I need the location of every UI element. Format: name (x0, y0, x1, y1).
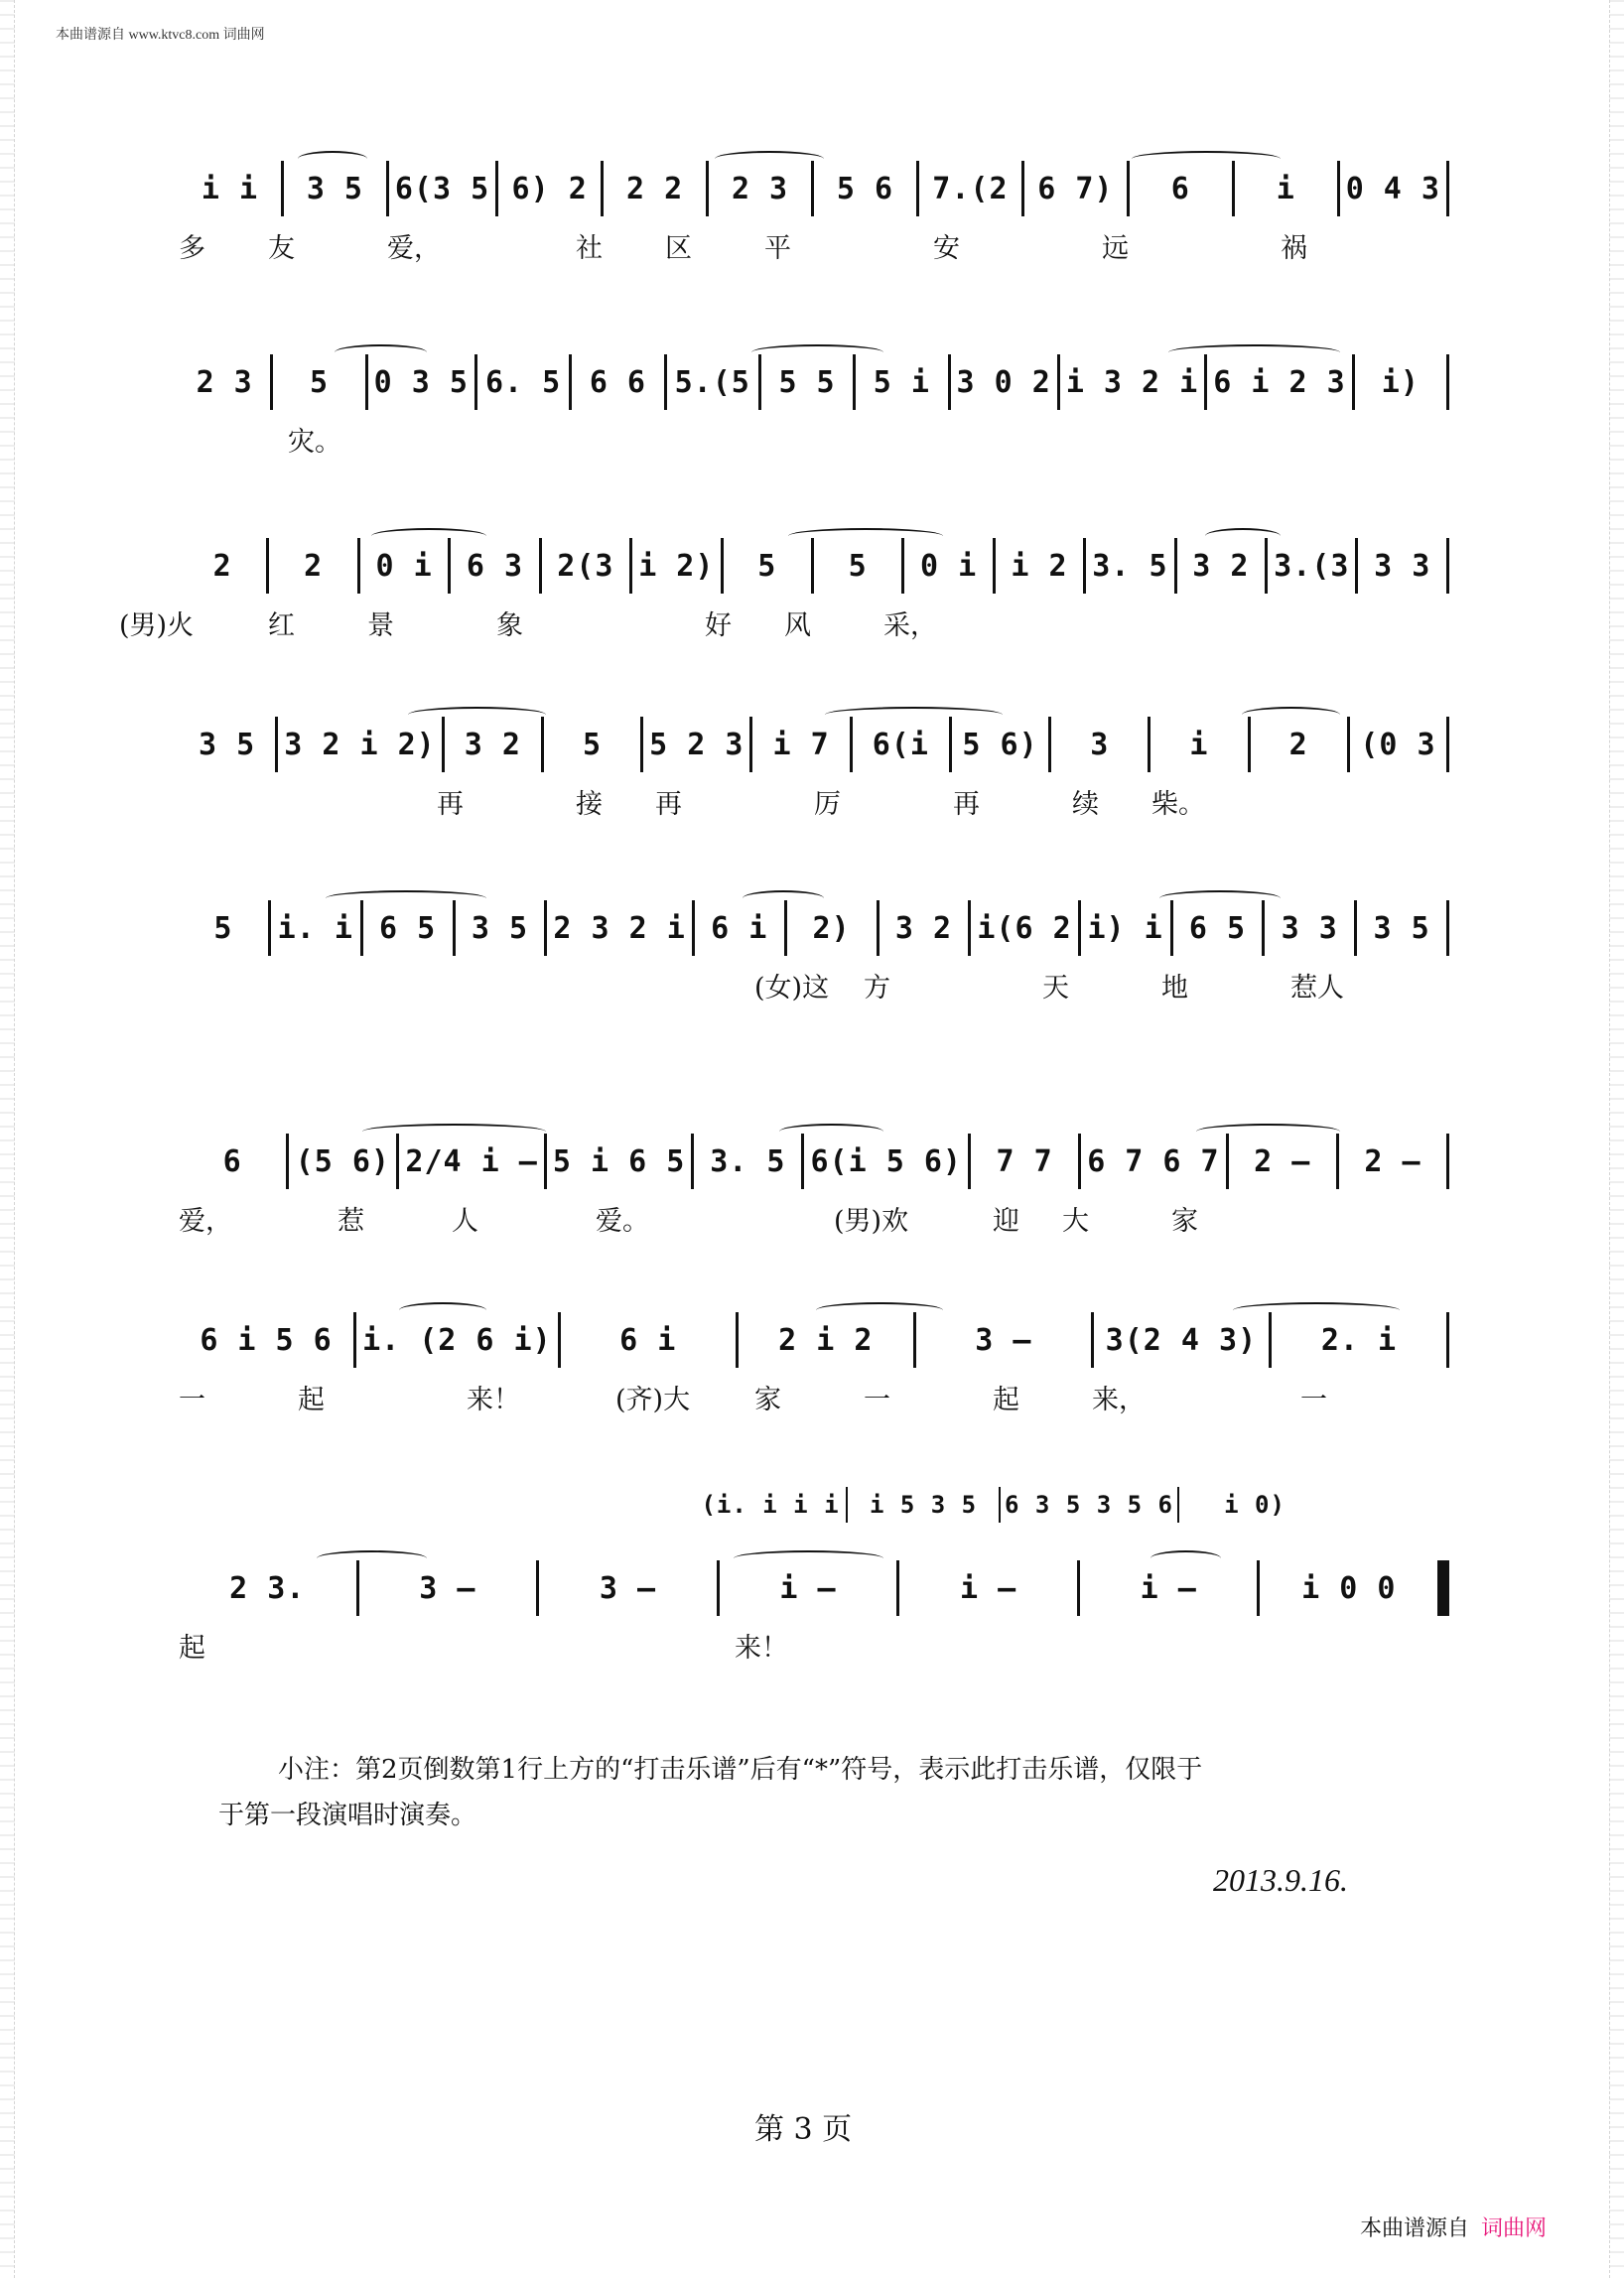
lyric: 家 (1171, 1206, 1198, 1237)
measure (724, 549, 811, 584)
lyric: 续 (1072, 789, 1099, 820)
slur-arc (734, 1550, 883, 1566)
barline (1446, 161, 1449, 216)
notes: 2 (304, 548, 324, 584)
slur-arc (317, 1550, 427, 1566)
measure (1207, 365, 1351, 400)
lyric: 一 (1300, 1385, 1327, 1415)
measure (787, 911, 877, 946)
measure (1173, 911, 1263, 946)
lyric: 家 (754, 1385, 781, 1415)
notes: 3(2 4 3) (1105, 1322, 1258, 1358)
barline (1437, 1560, 1449, 1616)
lyric: 一 (179, 1385, 205, 1415)
slur-arc (1196, 1124, 1340, 1139)
percussion-measure (848, 1491, 999, 1519)
notes: 6 (222, 1143, 242, 1179)
measure (880, 911, 969, 946)
measure (359, 1571, 537, 1606)
notes: 6 5 (379, 910, 437, 946)
lyric: 采， (883, 610, 937, 641)
lyric: 大 (1062, 1206, 1089, 1237)
notes: 6 i (619, 1322, 677, 1358)
lyric: 方 (864, 973, 890, 1004)
measure (179, 365, 270, 400)
notes: 2 3. (229, 1570, 306, 1606)
measure (1265, 911, 1354, 946)
page-edge-left (0, 0, 15, 2278)
measure (1272, 1323, 1446, 1358)
slur-arc (362, 1124, 546, 1139)
percussion-measure (695, 1491, 846, 1519)
measure (451, 549, 538, 584)
lyric: 来！ (467, 1385, 520, 1415)
lyric: 再 (953, 789, 980, 820)
notes: 6 7) (1037, 171, 1114, 206)
measure (814, 172, 916, 206)
measure (604, 172, 706, 206)
notes: 6) 2 (511, 171, 588, 206)
notes: i) (1381, 364, 1420, 400)
measure (179, 728, 275, 762)
lyric: 来， (1092, 1385, 1146, 1415)
lyric: 祸 (1281, 233, 1307, 264)
notes: i 2) (638, 548, 715, 584)
lyrics-line (179, 1378, 1449, 1425)
measure (632, 549, 720, 584)
notes: 2 3 2 i (553, 910, 686, 946)
measure (853, 728, 949, 762)
staff-line (179, 715, 1449, 774)
measure (694, 1144, 801, 1179)
measure (539, 1571, 717, 1606)
measure (761, 365, 853, 400)
footer (1360, 2211, 1547, 2242)
notes: 5 5 (778, 364, 836, 400)
slur-arc (1132, 151, 1281, 167)
measure (1358, 549, 1445, 584)
slur-arc (371, 528, 486, 544)
lyric: 灾。 (288, 427, 341, 458)
notes: 2(3 (557, 548, 614, 584)
measure (477, 365, 569, 400)
music-system (179, 1558, 1449, 1674)
notes: i(6 2 (977, 910, 1072, 946)
lyric: 起 (993, 1385, 1019, 1415)
lyric: 景 (367, 610, 394, 641)
notes: 3 5 (471, 910, 529, 946)
notes: 0 3 5 (373, 364, 469, 400)
lyrics-line (179, 782, 1449, 830)
staff-line (179, 898, 1449, 958)
lyric: 象 (496, 610, 523, 641)
lyric: 地 (1161, 973, 1188, 1004)
measure (951, 365, 1057, 400)
percussion-notes: i 5 3 5 (869, 1491, 978, 1519)
notes: 5 i (873, 364, 930, 400)
lyric: 天 (1042, 973, 1069, 1004)
lyrics-line (179, 1199, 1449, 1247)
notes: 3. 5 (710, 1143, 786, 1179)
music-system (179, 352, 1449, 468)
measure (739, 1323, 913, 1358)
slur-arc (715, 151, 824, 167)
measure (1081, 911, 1170, 946)
notes: i 0 0 (1301, 1570, 1397, 1606)
staff-line (179, 1310, 1449, 1370)
measure (269, 549, 356, 584)
lyric: 爱， (387, 233, 441, 264)
slur-arc (1205, 528, 1281, 544)
lyric: 社 (576, 233, 603, 264)
barline (1446, 900, 1449, 956)
lyric: 安 (933, 233, 960, 264)
notes: 5 (213, 910, 233, 946)
notes: 3. 5 (1092, 548, 1168, 584)
notes: 2 – (1254, 1143, 1311, 1179)
measure (1357, 911, 1446, 946)
notes: 5 6 (836, 171, 894, 206)
notes: 3 3 (1281, 910, 1338, 946)
lyrics-line (179, 966, 1449, 1013)
notes: 3 5 (1373, 910, 1430, 946)
lyric: (男)火 (119, 610, 195, 641)
lyric: (女)这 (754, 973, 830, 1004)
notes: 5 (583, 727, 603, 762)
lyric: 风 (784, 610, 811, 641)
notes: 3 5 (306, 171, 363, 206)
notes: i. (2 6 i) (362, 1322, 552, 1358)
measure (904, 549, 992, 584)
measure (179, 1323, 353, 1358)
slur-arc (788, 528, 943, 544)
notes: 0 i (919, 548, 978, 584)
measure (971, 1144, 1078, 1179)
notes: 0 i (375, 548, 433, 584)
lyric: 迎 (993, 1206, 1019, 1237)
measure (389, 172, 495, 206)
lyric: 再 (655, 789, 682, 820)
measure (179, 1144, 286, 1179)
footnote-line-1: 小注：第2页倒数第1行上方的“打击乐谱”后有“*”符号，表示此打击乐谱，仅限于 (278, 1755, 1203, 1785)
lyrics-line (119, 603, 1449, 651)
notes: 7 7 (996, 1143, 1053, 1179)
measure (709, 172, 811, 206)
lyric: 柴。 (1151, 789, 1205, 820)
lyric: 爱。 (596, 1206, 649, 1237)
notes: 6. 5 (484, 364, 562, 400)
notes: 0 4 3 (1345, 171, 1440, 206)
slur-arc (751, 344, 883, 360)
notes: 6 i 2 3 (1213, 364, 1346, 400)
measure (179, 172, 281, 206)
notes: 2. i (1320, 1322, 1398, 1358)
barline (1446, 538, 1449, 594)
measure (695, 911, 784, 946)
lyric: (齐)大 (615, 1385, 691, 1415)
measure (1339, 1144, 1446, 1179)
lyric: 爱， (179, 1206, 232, 1237)
measure (284, 172, 386, 206)
percussion-measure (1001, 1491, 1177, 1519)
notes: 5 i 6 5 (552, 1143, 686, 1179)
lyric: 平 (764, 233, 791, 264)
measure (572, 365, 663, 400)
slur-arc (1242, 707, 1340, 723)
notes: 6 3 (466, 548, 524, 584)
notes: 2 i 2 (778, 1322, 874, 1358)
footnote-line-2: 于第一段演唱时演奏。 (218, 1801, 477, 1830)
notes: 3 – (599, 1570, 657, 1606)
measure (179, 1571, 356, 1606)
slur-arc (1159, 890, 1281, 906)
lyric: 远 (1102, 233, 1129, 264)
footnote (218, 1747, 1429, 1838)
slur-arc (816, 1302, 943, 1318)
staff-line (179, 1132, 1449, 1191)
notes: i – (779, 1570, 837, 1606)
measure (919, 172, 1021, 206)
barline (1446, 354, 1449, 410)
measure (667, 365, 758, 400)
lyric: 接 (576, 789, 603, 820)
measure (1251, 728, 1347, 762)
lyrics-line (179, 1626, 1449, 1674)
lyric: 多 (179, 233, 205, 264)
lyric: 友 (268, 233, 295, 264)
notes: i (1189, 727, 1209, 762)
notes: 5 (848, 548, 868, 584)
staff-line (179, 1558, 1449, 1618)
slur-arc (825, 707, 1003, 723)
lyric: 厉 (814, 789, 841, 820)
music-system (179, 1310, 1449, 1425)
lyric: 一 (864, 1385, 890, 1415)
measure (899, 1571, 1077, 1606)
measure (1086, 549, 1173, 584)
notes: 2 (1288, 727, 1308, 762)
notes: 3.(3 (1274, 548, 1350, 584)
measure (1150, 728, 1247, 762)
staff-line (179, 536, 1449, 596)
measure (1177, 549, 1265, 584)
notes: 6 (1170, 171, 1190, 206)
slur-arc (399, 1302, 486, 1318)
page-header: 本曲谱源自 www.ktvc8.com 词曲网 (56, 28, 265, 43)
notes: 5 2 3 (649, 727, 744, 762)
barline (1446, 1312, 1449, 1368)
measure (1094, 1323, 1269, 1358)
notes: i 3 2 i (1065, 364, 1199, 400)
lyric: 再 (437, 789, 464, 820)
notes: 3 0 2 (956, 364, 1051, 400)
lyric: 起 (298, 1385, 325, 1415)
lyric: 起 (179, 1633, 205, 1664)
measure (1024, 172, 1127, 206)
lyric: (男)欢 (834, 1206, 909, 1237)
notes: 6(i 5 6) (810, 1143, 962, 1179)
footer-brand: 词曲网 (1481, 2216, 1548, 2241)
slur-arc (743, 890, 824, 906)
percussion-notes: i 0) (1224, 1491, 1286, 1519)
measure (544, 728, 640, 762)
music-system (179, 1132, 1449, 1247)
measure (542, 549, 629, 584)
notes: i i (201, 171, 259, 206)
notes: 2 – (1364, 1143, 1421, 1179)
lyric: 好 (705, 610, 732, 641)
notes: 6(3 5 (394, 171, 490, 206)
measure (1260, 1571, 1437, 1606)
music-system (119, 536, 1449, 651)
notes: (5 6) (295, 1143, 390, 1179)
notes: 6 7 6 7 (1087, 1143, 1220, 1179)
notes: i 2 (1011, 548, 1068, 584)
measure (1235, 172, 1337, 206)
notes: 3 – (975, 1322, 1032, 1358)
notes: i) i (1087, 910, 1163, 946)
notes: 6 6 (589, 364, 646, 400)
measure (1051, 728, 1148, 762)
notes: 5 (757, 548, 777, 584)
notes: 2/4 i – (405, 1143, 538, 1179)
slur-arc (298, 151, 367, 167)
lyric: 惹 (338, 1206, 364, 1237)
measure (363, 911, 453, 946)
notes: 6(i (872, 727, 929, 762)
measure (547, 1144, 691, 1179)
staff-line (179, 159, 1449, 218)
measure (561, 1323, 736, 1358)
notes: i – (960, 1570, 1017, 1606)
lyric: 人 (452, 1206, 478, 1237)
measure (856, 365, 947, 400)
measure (1060, 365, 1204, 400)
notes: i – (1140, 1570, 1197, 1606)
notes: 2) (812, 910, 851, 946)
staff-line (179, 352, 1449, 412)
measure (273, 365, 364, 400)
page-number: 第 3 页 (754, 2112, 853, 2147)
barline (1446, 1134, 1449, 1189)
measure (1229, 1144, 1336, 1179)
notes: 3 – (419, 1570, 476, 1606)
measure (1268, 549, 1355, 584)
notes: i (1276, 171, 1295, 206)
notes: 3 2 (1192, 548, 1250, 584)
slur-arc (1150, 1550, 1221, 1566)
measure (752, 728, 849, 762)
measure (360, 549, 448, 584)
notes: 2 2 (626, 171, 684, 206)
measure (368, 365, 474, 400)
measure (952, 728, 1048, 762)
measure (271, 911, 360, 946)
notes: 6 i 5 6 (200, 1322, 333, 1358)
lyric: 惹人 (1290, 973, 1344, 1004)
date: 2013.9.16. (1213, 1862, 1348, 1898)
lyric: 来！ (735, 1633, 788, 1664)
notes: 6 i (711, 910, 768, 946)
slur-arc (1233, 1302, 1400, 1318)
notes: (0 3 (1360, 727, 1436, 762)
slur-arc (326, 890, 486, 906)
measure (179, 911, 268, 946)
page-edge-right (1609, 0, 1624, 2278)
measure (720, 1571, 897, 1606)
slur-arc (779, 1124, 883, 1139)
measure (916, 1323, 1091, 1358)
slur-arc (335, 344, 427, 360)
lyrics-line (179, 420, 1449, 468)
percussion-notes: 6 3 5 3 5 6 (1005, 1491, 1173, 1519)
measure (971, 911, 1077, 946)
measure (1080, 1571, 1258, 1606)
lyric: 区 (665, 233, 692, 264)
measure (1340, 172, 1446, 206)
notes: 3 2 (894, 910, 953, 946)
music-system (179, 898, 1449, 1013)
slur-arc (1168, 344, 1340, 360)
notes: 3 2 i 2) (284, 727, 436, 762)
measure (289, 1144, 396, 1179)
notes: i 7 (772, 727, 830, 762)
measure (278, 728, 442, 762)
measure (547, 911, 691, 946)
notes: 3 2 (464, 727, 521, 762)
measure (643, 728, 749, 762)
measure (804, 1144, 968, 1179)
measure (996, 549, 1083, 584)
lyrics-line (179, 226, 1449, 274)
notes: i. i (277, 910, 353, 946)
notes: 2 3 (196, 364, 253, 400)
measure (445, 728, 541, 762)
notes: 6 5 (1188, 910, 1247, 946)
music-system (179, 715, 1449, 830)
notes: 3 5 (199, 727, 256, 762)
barline (1446, 717, 1449, 772)
notes: 5 6) (962, 727, 1038, 762)
measure (1081, 1144, 1225, 1179)
measure (1355, 365, 1446, 400)
measure (399, 1144, 543, 1179)
notes: 3 3 (1374, 548, 1431, 584)
measure (356, 1323, 558, 1358)
lyric: 红 (268, 610, 295, 641)
music-system (179, 159, 1449, 274)
measure (1350, 728, 1446, 762)
measure (179, 549, 266, 584)
notes: 3 (1090, 727, 1110, 762)
notes: 2 3 (731, 171, 789, 206)
notes: 5 (309, 364, 329, 400)
measure (498, 172, 601, 206)
notes: 7.(2 (932, 171, 1009, 206)
measure (814, 549, 901, 584)
measure (1130, 172, 1232, 206)
percussion-line (695, 1483, 1330, 1527)
percussion-notes: (i. i i i (701, 1491, 840, 1519)
notes: 2 (212, 548, 232, 584)
footer-source: 本曲谱源自 (1360, 2216, 1470, 2241)
notes: 5.(5 (674, 364, 750, 400)
slur-arc (408, 707, 546, 723)
measure (456, 911, 545, 946)
percussion-measure (1179, 1491, 1330, 1519)
